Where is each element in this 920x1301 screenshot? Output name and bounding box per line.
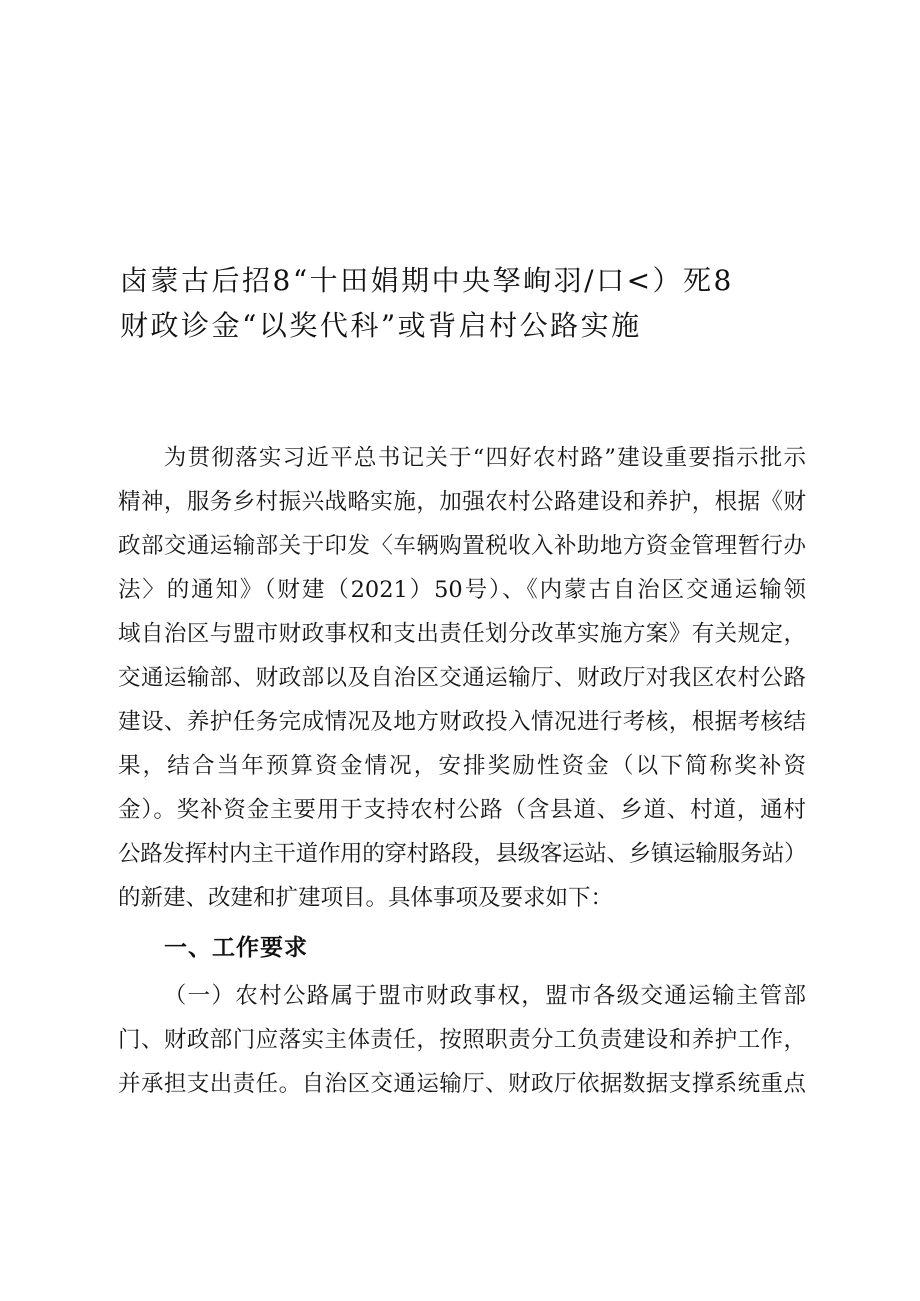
body-line: 公路发挥村内主干道作用的穿村路段，县级客运站、乡镇运输服务站） [118, 841, 806, 867]
body-line: 门、财政部门应落实主体责任，按照职责分工负责建设和养护工作， [118, 1027, 806, 1053]
body-line: 建设、养护任务完成情况及地方财政投入情况进行考核，根据考核结 [118, 709, 806, 735]
body-line: 域自治区与盟市财政事权和支出责任划分改革实施方案》有关规定， [118, 621, 806, 647]
body-line: 为贯彻落实习近平总书记关于“四好农村路”建设重要指示批示 [163, 445, 806, 471]
section-paragraph [118, 974, 806, 1106]
body-line: 果，结合当年预算资金情况，安排奖励性资金（以下简称奖补资 [118, 753, 806, 779]
body-line: 法〉的通知》（财建（2021）50号）、《内蒙古自治区交通运输领 [118, 577, 806, 603]
section-heading: 一、工作要求 [164, 935, 308, 961]
body-line: 并承担支出责任。自治区交通运输厅、财政厅依据数据支撑系统重点 [118, 1071, 806, 1097]
body-line: 的新建、改建和扩建项目。具体事项及要求如下： [118, 885, 614, 911]
title-line: 卤蒙古后招8“十田娟期中央孥峋羽/口<）死8 [120, 264, 734, 297]
document-title [120, 258, 734, 348]
intro-paragraph [118, 436, 806, 920]
body-line: （一）农村公路属于盟市财政事权，盟市各级交通运输主管部 [163, 983, 806, 1009]
body-line: 金）。奖补资金主要用于支持农村公路（含县道、乡道、村道，通村 [118, 797, 806, 823]
body-line: 精神，服务乡村振兴战略实施，加强农村公路建设和养护，根据《财 [118, 489, 806, 515]
body-line: 政部交通运输部关于印发〈车辆购置税收入补助地方资金管理暂行办 [118, 533, 806, 559]
title-line: 财政诊金“以奖代科”或背启村公路实施 [120, 309, 642, 342]
body-line: 交通运输部、财政部以及自治区交通运输厅、财政厅对我区农村公路 [118, 665, 806, 691]
